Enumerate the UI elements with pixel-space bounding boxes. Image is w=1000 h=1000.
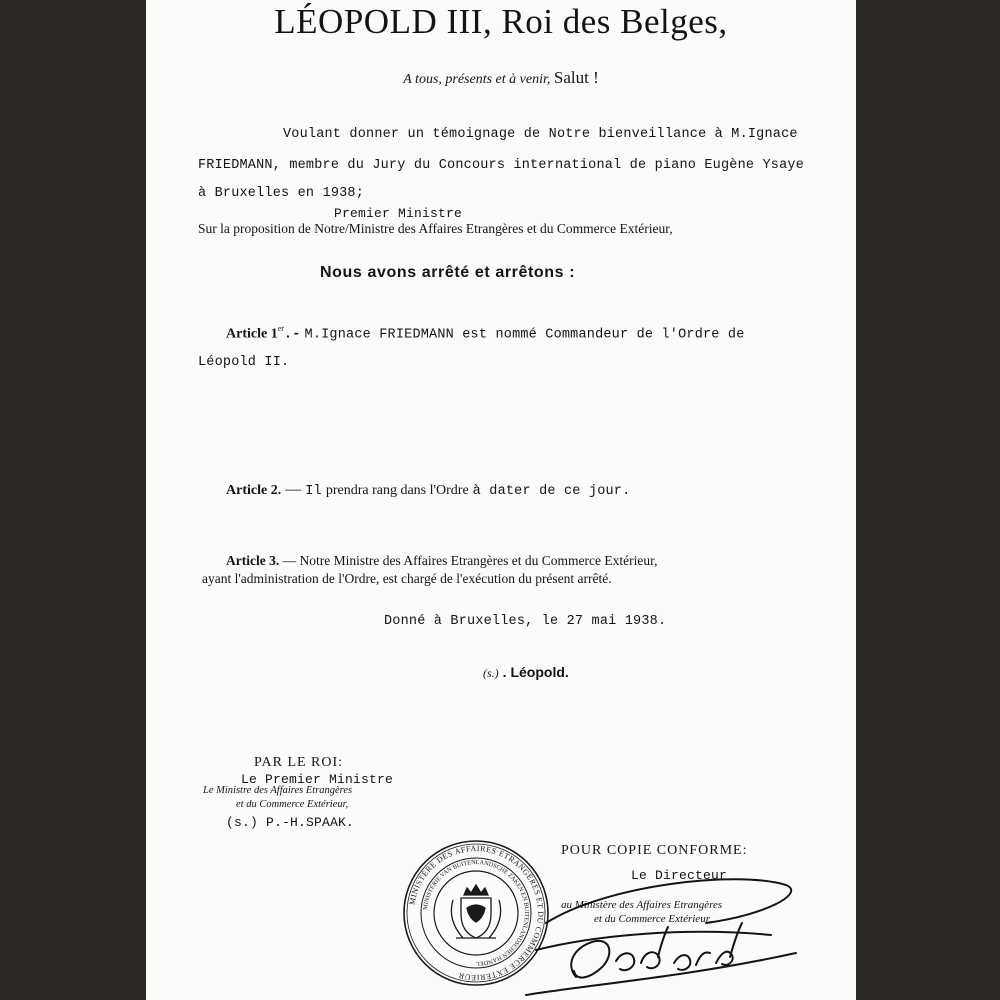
king-signature-name: . Léopold. — [502, 664, 569, 680]
article-3-text-2: ayant l'administration de l'Ordre, est chargé de l'exécution du présent arrêté. — [202, 571, 612, 586]
decree-heading: Nous avons arrêté et arrêtons : — [320, 264, 576, 281]
article-2-label: Article 2. — [226, 483, 282, 498]
article-3 — [226, 553, 657, 569]
certified-copy-role: Le Directeur — [631, 868, 728, 883]
document-page — [146, 0, 856, 1000]
preamble-line-2: FRIEDMANN, membre du Jury du Concours international de piano Eugène Ysaye — [198, 158, 804, 173]
article-3-label: Article 3. — [226, 553, 280, 568]
article-1-sup: er — [277, 324, 284, 333]
coat-of-arms-icon — [451, 885, 500, 938]
article-3-dash: — — [282, 553, 297, 568]
countersign-title-1: Le Premier Ministre — [241, 772, 394, 787]
article-2-text-c: à dater de ce jour. — [472, 484, 631, 499]
article-1-text-1: M.Ignace FRIEDMANN est nommé Commandeur de l'Ordre de — [304, 327, 745, 343]
salutation-salut: Salut ! — [553, 68, 599, 87]
salutation-text: A tous, présents et à venir, — [403, 72, 551, 87]
article-1-text-2: Léopold II. — [198, 355, 290, 370]
article-2 — [226, 481, 630, 499]
king-signature — [483, 664, 569, 682]
preamble-line-1: Voulant donner un témoignage de Notre bienveillance à M.Ignace — [283, 127, 798, 142]
article-2-text-a: Il — [305, 484, 322, 499]
svg-text:MINISTERIE VAN BUITENLANDSCHE: MINISTERIE VAN BUITENLANDSCHE ZAKEN EN BUITENLANDSCHEN HANDEL — [422, 858, 531, 968]
article-2-dash: — — [285, 481, 302, 498]
article-1 — [226, 324, 745, 342]
handwritten-signature — [516, 865, 806, 1000]
certified-copy-heading: POUR COPIE CONFORME: — [561, 843, 748, 858]
preamble-proposal: Sur la proposition de Notre/Ministre des Affaires Etrangères et du Commerce Extérieur, — [198, 221, 673, 236]
article-1-sep: .- — [283, 327, 301, 343]
countersign-title-2: Le Ministre des Affaires Etrangères — [203, 785, 353, 796]
countersign-title-3: et du Commerce Extérieur, — [236, 799, 349, 810]
article-2-text-b: prendra rang dans l'Ordre — [325, 483, 469, 498]
preamble-insertion: Premier Ministre — [334, 206, 463, 221]
king-signature-prefix: (s.) — [483, 666, 499, 680]
article-1-label: Article 1 — [226, 326, 278, 342]
certified-copy-ministry-2: et du Commerce Extérieur, — [594, 913, 712, 925]
svg-text:MINISTÈRE DES AFFAIRES ETRANGÈ: MINISTÈRE DES AFFAIRES ETRANGÈRES ET DU COMMERCE EXTÉRIEUR — [407, 843, 546, 983]
given-at: Donné à Bruxelles, le 27 mai 1938. — [384, 614, 667, 629]
article-3-text-1: Notre Ministre des Affaires Etrangères et du Commerce Extérieur, — [299, 553, 658, 568]
countersign-signed: (s.) P.-H.SPAAK. — [226, 815, 355, 830]
certified-copy-ministry-1: au Ministère des Affaires Etrangères — [561, 899, 723, 911]
document-title: LÉOPOLD III, Roi des Belges, — [274, 2, 728, 41]
countersign-heading: PAR LE ROI: — [254, 755, 344, 770]
preamble-line-3: à Bruxelles en 1938; — [198, 186, 365, 201]
salutation — [146, 68, 856, 88]
